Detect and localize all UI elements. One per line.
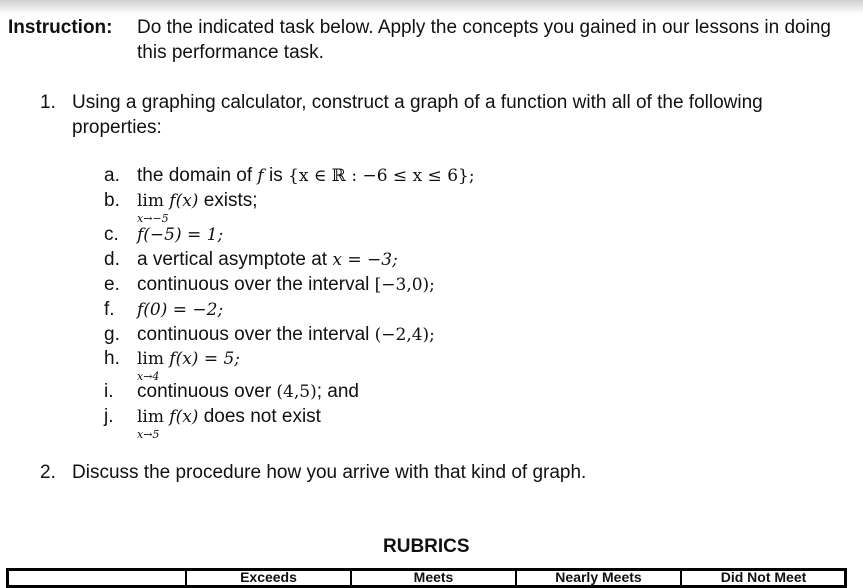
item-g	[137, 324, 435, 346]
item-b-lim	[137, 191, 169, 225]
rubrics-title: RUBRICS	[383, 536, 470, 557]
item-j-expr: f(x)	[169, 407, 199, 427]
item-j-post: does not exist	[198, 406, 321, 427]
task1-line2: properties:	[72, 117, 162, 138]
item-i-pre: continuous over	[137, 381, 277, 402]
item-h-lim	[137, 349, 164, 383]
item-d-letter: d.	[104, 249, 120, 270]
item-e-math: [−3,0);	[374, 275, 435, 295]
item-e-letter: e.	[104, 274, 120, 295]
item-g-math: (−2,4);	[374, 325, 435, 345]
rubric-col-nearly-meets: Nearly Meets	[555, 569, 642, 585]
item-f-math: f(0) = −2;	[137, 300, 224, 320]
item-d-math: x = −3;	[332, 250, 398, 270]
item-e-pre: continuous over the interval	[137, 274, 375, 295]
rubric-col-did-not-meet: Did Not Meet	[720, 569, 807, 585]
task1-number: 1.	[40, 92, 56, 113]
task2-number: 2.	[40, 462, 56, 483]
item-b-expr: f(x)	[169, 191, 199, 211]
item-b-post: exists;	[198, 190, 258, 211]
item-h	[137, 348, 241, 383]
instruction-label: Instruction:	[8, 17, 113, 38]
item-b	[137, 190, 258, 225]
rubric-col-exceeds: Exceeds	[240, 569, 297, 585]
top-shade	[0, 0, 863, 14]
item-j-letter: j.	[104, 406, 114, 427]
task2-text: Discuss the procedure how you arrive with that kind of graph.	[72, 462, 587, 483]
item-a-fvar: f	[257, 166, 264, 186]
item-h-lim-word: lim	[137, 349, 164, 369]
item-d	[137, 249, 398, 271]
item-b-letter: b.	[104, 190, 120, 211]
item-h-expr: f(x) = 5;	[169, 349, 241, 369]
item-a-pre: the domain of	[137, 165, 258, 186]
item-c-letter: c.	[104, 224, 119, 245]
item-c-math: f(−5) = 1;	[137, 225, 224, 245]
rubric-col-meets: Meets	[413, 569, 454, 585]
item-b-lim-word: lim	[137, 191, 164, 211]
task1-line1: Using a graphing calculator, construct a graph of a function with all of the following	[72, 92, 763, 113]
item-g-pre: continuous over the interval	[137, 324, 375, 345]
item-g-letter: g.	[104, 324, 120, 345]
item-a-math: {x ∈ ℝ : −6 ≤ x ≤ 6};	[288, 166, 475, 186]
instruction-text-line1: Do the indicated task below. Apply the concepts you gained in our lessons in doing	[137, 17, 831, 38]
instruction-text-line2: this performance task.	[137, 42, 324, 63]
item-a	[137, 165, 475, 187]
item-j-lim	[137, 407, 164, 441]
item-j	[137, 406, 321, 441]
item-a-letter: a.	[104, 165, 120, 186]
item-j-lim-word: lim	[137, 407, 164, 427]
item-h-letter: h.	[104, 348, 120, 369]
item-i-post: ; and	[316, 381, 359, 402]
item-e	[137, 274, 435, 296]
item-i	[137, 381, 359, 403]
item-i-math: (4,5)	[276, 382, 317, 402]
item-j-lim-sub: x→5	[137, 428, 160, 441]
item-h-lim-sub: x→4	[137, 370, 160, 383]
item-a-is: is	[263, 165, 288, 186]
item-f-letter: f.	[104, 299, 115, 320]
item-i-letter: i.	[104, 381, 114, 402]
item-d-pre: a vertical asymptote at	[137, 249, 333, 270]
item-b-lim-sub: x→−5	[137, 212, 169, 225]
